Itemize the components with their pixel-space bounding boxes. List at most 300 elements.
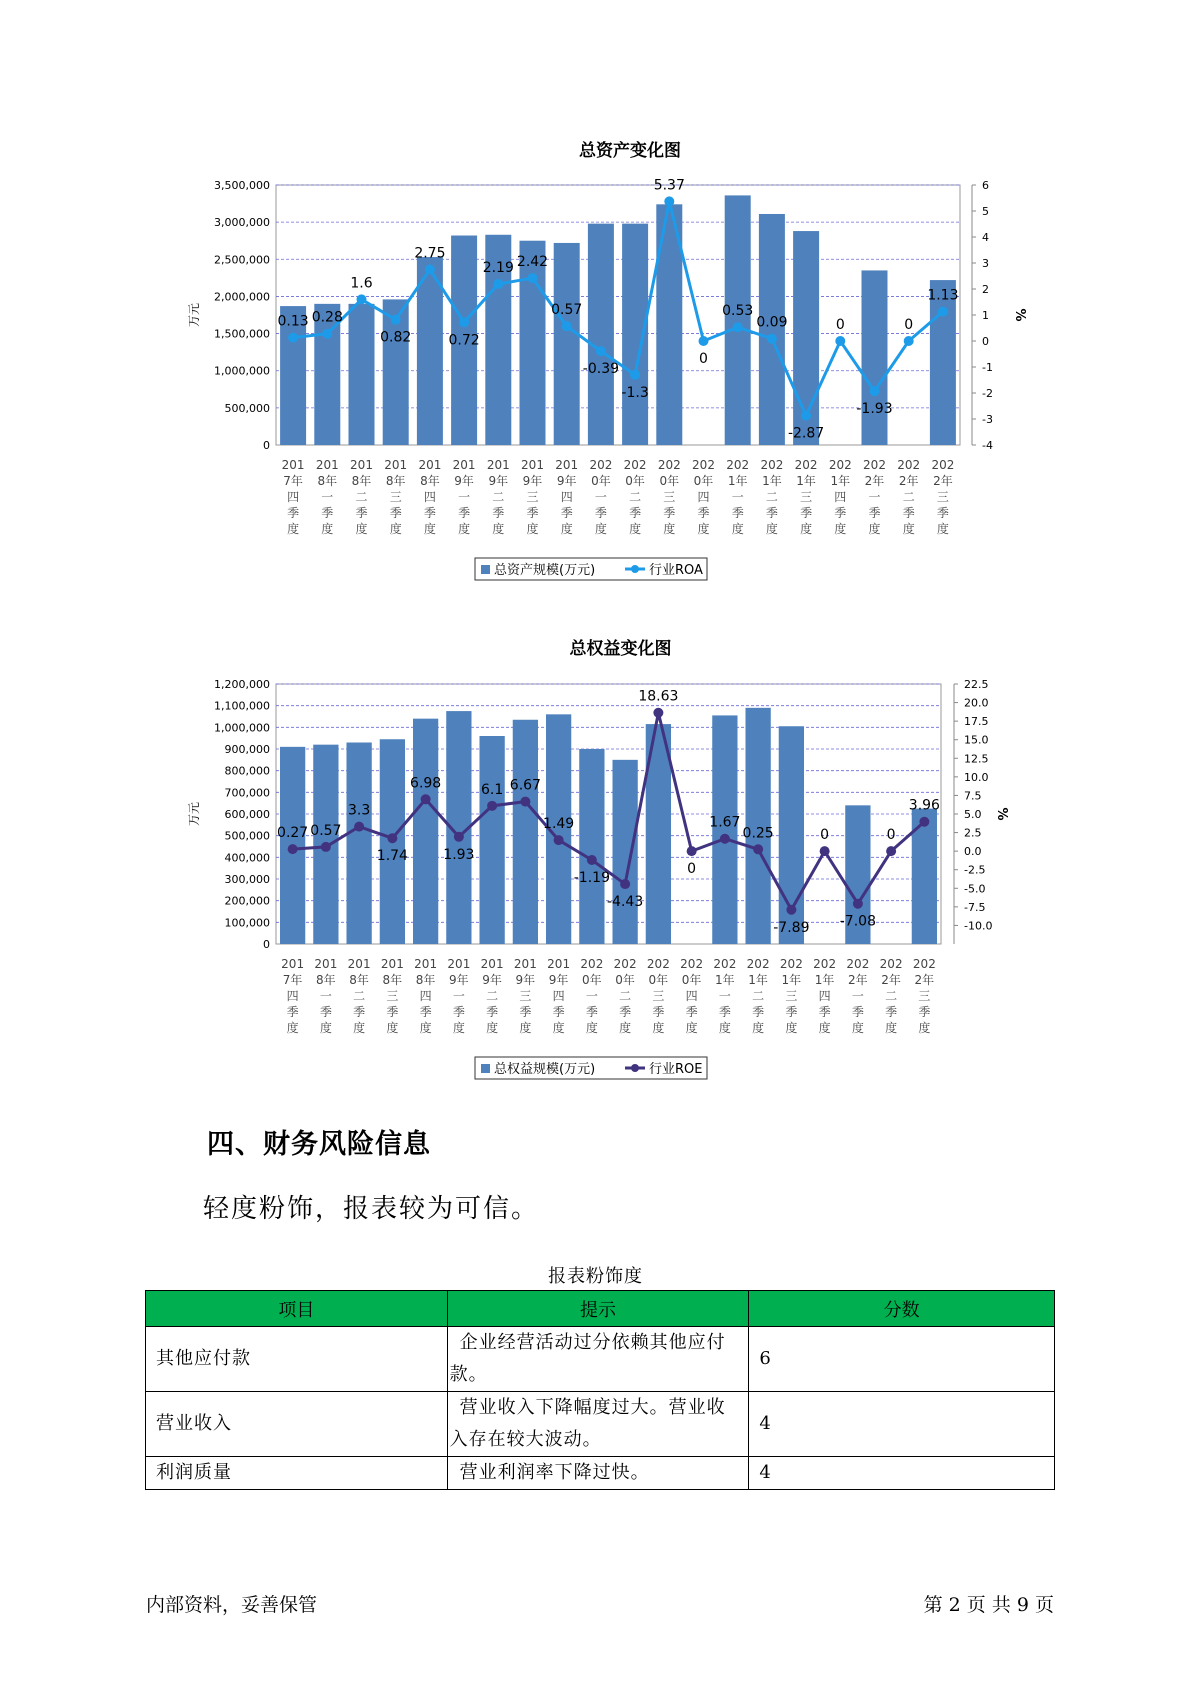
- x-tick-label: 一: [594, 490, 607, 504]
- x-tick-label: 202: [813, 957, 837, 971]
- y-tick-label: 3,500,000: [214, 179, 270, 192]
- x-tick-label: 三: [918, 989, 931, 1003]
- legend-line-marker: [631, 1064, 639, 1072]
- y-tick-label: 0: [263, 938, 270, 951]
- series-point: [886, 846, 896, 856]
- x-tick-label: 9年: [515, 973, 536, 987]
- x-tick-label: 季: [386, 1005, 399, 1019]
- x-tick-label: 一: [731, 490, 744, 504]
- data-label: -4.43: [607, 894, 644, 911]
- y2-tick-label: 10.0: [964, 770, 989, 784]
- x-tick-label: 202: [931, 458, 955, 472]
- x-tick-label: 季: [731, 506, 744, 520]
- table-caption: 报表粉饰度: [548, 1266, 643, 1287]
- x-tick-label: 度: [785, 1021, 798, 1035]
- x-tick-label: 度: [652, 1021, 665, 1035]
- x-tick-label: 三: [800, 490, 813, 504]
- row-score: 6: [749, 1327, 1055, 1392]
- table-header-row: [146, 1291, 1055, 1327]
- y-tick-label: 1,500,000: [214, 327, 270, 341]
- data-label: 1.67: [709, 814, 741, 831]
- x-tick-label: 四: [286, 989, 299, 1003]
- x-tick-label: 0年: [615, 973, 635, 987]
- x-tick-label: 二: [492, 490, 505, 504]
- x-tick-label: 度: [355, 522, 368, 536]
- data-label: 1.49: [543, 816, 575, 833]
- bar: [579, 749, 604, 944]
- y2-tick-label: 6: [982, 179, 989, 192]
- x-tick-label: 度: [594, 522, 607, 536]
- x-tick-label: 三: [519, 989, 532, 1003]
- row-item: 利润质量: [146, 1457, 448, 1490]
- series-point: [288, 844, 298, 854]
- bar: [346, 743, 371, 945]
- legend-bar-swatch: [481, 565, 490, 574]
- data-label: 0: [687, 861, 697, 878]
- row-item: 其他应付款: [146, 1327, 448, 1392]
- row-score: 4: [749, 1392, 1055, 1457]
- x-tick-label: 8年: [316, 973, 336, 987]
- header-item: 项目: [146, 1291, 448, 1327]
- x-tick-label: 季: [423, 506, 436, 520]
- series-point: [288, 333, 298, 343]
- x-tick-label: 一: [319, 989, 332, 1003]
- y2-tick-label: -2: [982, 387, 993, 400]
- data-label: 0.57: [310, 822, 342, 839]
- series-point: [733, 322, 743, 332]
- x-tick-label: 201: [314, 957, 338, 971]
- x-tick-label: 季: [552, 1005, 565, 1019]
- x-tick-label: 三: [663, 490, 676, 504]
- x-tick-label: 201: [521, 458, 544, 472]
- series-point: [664, 196, 674, 206]
- y-tick-label: 2,000,000: [214, 290, 270, 304]
- series-point: [720, 834, 730, 844]
- data-label: 3.96: [908, 797, 940, 814]
- x-tick-label: 度: [697, 522, 710, 536]
- x-tick-label: 四: [560, 490, 573, 504]
- x-tick-label: 季: [353, 1005, 366, 1019]
- x-tick-label: 四: [552, 989, 565, 1003]
- data-label: 2.42: [516, 254, 549, 271]
- x-tick-label: 季: [752, 1005, 765, 1019]
- x-tick-label: 季: [834, 506, 847, 520]
- legend-line-label: 行业ROA: [649, 563, 703, 578]
- series-point: [630, 370, 640, 380]
- series-point: [870, 386, 880, 396]
- x-tick-label: 一: [585, 989, 598, 1003]
- y2-axis-label: %: [1012, 308, 1027, 322]
- x-tick-label: 9年: [482, 973, 502, 987]
- x-tick-label: 二: [629, 490, 642, 504]
- x-tick-label: 1年: [748, 973, 768, 987]
- data-label: 1.93: [443, 846, 475, 863]
- x-tick-label: 季: [818, 1005, 831, 1019]
- x-tick-label: 季: [419, 1005, 432, 1019]
- data-label: 0: [820, 827, 830, 844]
- y2-tick-label: 1: [982, 309, 989, 322]
- x-tick-label: 202: [589, 458, 613, 472]
- x-tick-label: 9年: [449, 973, 469, 987]
- series-point: [459, 317, 469, 327]
- y2-tick-label: -4: [982, 439, 993, 452]
- row-item: 营业收入: [146, 1392, 448, 1457]
- series-point: [354, 822, 364, 832]
- series-point: [387, 833, 397, 843]
- x-tick-label: 9年: [522, 474, 543, 488]
- x-tick-label: 1年: [762, 474, 782, 488]
- data-label: -2.87: [787, 425, 825, 442]
- x-tick-label: 201: [347, 957, 371, 971]
- x-tick-label: 9年: [556, 474, 577, 488]
- y-tick-label: 500,000: [224, 401, 270, 415]
- y2-tick-label: -5.0: [964, 882, 986, 896]
- y-tick-label: 200,000: [224, 894, 270, 908]
- y-tick-label: 3,000,000: [214, 216, 270, 230]
- x-tick-label: 一: [458, 490, 471, 504]
- data-label: 0.82: [380, 329, 412, 346]
- bar: [612, 760, 637, 944]
- x-tick-label: 季: [629, 506, 642, 520]
- x-tick-label: 度: [731, 522, 744, 536]
- x-tick-label: 1年: [830, 474, 851, 488]
- x-tick-label: 一: [851, 989, 864, 1003]
- y2-tick-label: 2.5: [964, 826, 982, 840]
- x-tick-label: 度: [452, 1021, 465, 1035]
- y-tick-label: 900,000: [224, 743, 270, 756]
- x-tick-label: 季: [560, 506, 573, 520]
- x-tick-label: 二: [752, 989, 765, 1003]
- x-tick-label: 202: [657, 458, 681, 472]
- y2-tick-label: 3: [982, 257, 989, 270]
- x-tick-label: 202: [746, 957, 770, 971]
- x-tick-label: 2年: [881, 973, 901, 987]
- x-tick-label: 201: [380, 957, 404, 971]
- x-tick-label: 四: [423, 490, 436, 504]
- y2-tick-label: 15.0: [964, 733, 989, 747]
- x-tick-label: 1年: [727, 474, 748, 488]
- series-point: [528, 273, 538, 283]
- x-tick-label: 0年: [591, 474, 611, 488]
- x-tick-label: 四: [834, 490, 847, 504]
- legend-line-marker: [631, 565, 639, 573]
- x-tick-label: 1年: [814, 973, 835, 987]
- data-label: 1.13: [927, 287, 959, 304]
- x-tick-label: 度: [752, 1021, 765, 1035]
- x-tick-label: 1年: [715, 973, 735, 987]
- footer-confidential: 内部资料，妥善保管: [146, 1594, 318, 1616]
- x-tick-label: 201: [452, 458, 476, 472]
- data-label: 2.75: [414, 245, 446, 262]
- x-tick-label: 季: [851, 1005, 864, 1019]
- series-point: [801, 411, 811, 421]
- legend-bar-label: 总资产规模(万元): [494, 563, 596, 578]
- x-tick-label: 二: [355, 490, 368, 504]
- x-tick-label: 201: [547, 957, 571, 971]
- series-point: [767, 334, 777, 344]
- y-tick-label: 800,000: [224, 764, 270, 778]
- series-point: [493, 279, 503, 289]
- x-tick-label: 四: [818, 989, 831, 1003]
- x-tick-label: 度: [389, 522, 402, 536]
- x-tick-label: 二: [619, 989, 632, 1003]
- x-tick-label: 季: [321, 506, 334, 520]
- x-tick-label: 二: [486, 989, 499, 1003]
- data-label: 6.1: [480, 781, 504, 798]
- y2-tick-label: 17.5: [964, 715, 989, 729]
- x-tick-label: 度: [718, 1021, 731, 1035]
- series-point: [620, 879, 630, 889]
- x-tick-label: 四: [685, 989, 698, 1003]
- x-tick-label: 度: [492, 522, 505, 536]
- x-tick-label: 0年: [693, 474, 714, 488]
- x-tick-label: 四: [697, 490, 710, 504]
- y-tick-label: 1,000,000: [214, 364, 270, 378]
- bar: [554, 243, 580, 445]
- y2-tick-label: -2.5: [964, 863, 986, 877]
- x-tick-label: 201: [414, 957, 438, 971]
- x-tick-label: 8年: [382, 973, 403, 987]
- section-heading: 四、财务风险信息: [207, 1129, 431, 1160]
- x-tick-label: 季: [800, 506, 813, 520]
- series-point: [357, 294, 367, 304]
- x-tick-label: 度: [868, 522, 881, 536]
- x-tick-label: 202: [692, 458, 715, 472]
- data-label: 0.13: [277, 313, 309, 330]
- x-tick-label: 0年: [681, 973, 702, 987]
- x-tick-label: 1年: [781, 973, 802, 987]
- bar: [725, 195, 751, 445]
- x-tick-label: 季: [918, 1005, 931, 1019]
- risk-table: [145, 1290, 1055, 1490]
- x-tick-label: 202: [846, 957, 870, 971]
- data-label: 0.28: [311, 309, 343, 326]
- x-tick-label: 度: [286, 1021, 299, 1035]
- y-tick-label: 600,000: [224, 808, 270, 821]
- x-tick-label: 202: [680, 957, 704, 971]
- x-tick-label: 201: [384, 458, 408, 472]
- x-tick-label: 季: [319, 1005, 332, 1019]
- data-label: 0.57: [551, 302, 583, 319]
- x-tick-label: 三: [652, 989, 665, 1003]
- x-tick-label: 201: [555, 458, 579, 472]
- x-tick-label: 度: [458, 522, 471, 536]
- x-tick-label: 202: [879, 957, 903, 971]
- y2-tick-label: 12.5: [964, 752, 989, 766]
- x-tick-label: 度: [851, 1021, 864, 1035]
- data-label: 0: [699, 351, 708, 367]
- x-tick-label: 201: [315, 458, 339, 472]
- x-tick-label: 季: [486, 1005, 499, 1019]
- x-tick-label: 度: [319, 1021, 332, 1035]
- x-tick-label: 202: [863, 458, 886, 472]
- data-label: 0: [904, 317, 914, 333]
- x-tick-label: 度: [685, 1021, 698, 1035]
- x-tick-label: 季: [519, 1005, 532, 1019]
- x-tick-label: 度: [936, 522, 949, 536]
- x-tick-label: 度: [629, 522, 642, 536]
- footer-page-number: 第 2 页 共 9 页: [923, 1594, 1054, 1616]
- x-tick-label: 二: [765, 490, 778, 504]
- series-point: [699, 336, 709, 346]
- series-point: [853, 899, 863, 909]
- x-tick-label: 季: [785, 1005, 798, 1019]
- x-tick-label: 四: [287, 490, 300, 504]
- y-axis-label: 万元: [187, 801, 201, 827]
- x-tick-label: 季: [685, 1005, 698, 1019]
- y2-tick-label: -1: [982, 361, 993, 374]
- x-tick-label: 8年: [351, 474, 372, 488]
- series-point: [520, 797, 530, 807]
- x-tick-label: 度: [918, 1021, 931, 1035]
- x-tick-label: 202: [779, 957, 803, 971]
- x-tick-label: 2年: [898, 474, 919, 488]
- x-tick-label: 202: [912, 957, 936, 971]
- series-point: [421, 794, 431, 804]
- total-equity-chart: [0, 628, 1191, 1098]
- data-label: 18.63: [638, 688, 679, 705]
- data-label: -1.3: [621, 384, 649, 401]
- data-label: -7.89: [773, 919, 810, 936]
- x-tick-label: 一: [718, 989, 731, 1003]
- y-tick-label: 0: [263, 439, 270, 452]
- series-point: [820, 846, 830, 856]
- x-tick-label: 度: [552, 1021, 565, 1035]
- x-tick-label: 8年: [349, 973, 369, 987]
- x-tick-label: 9年: [548, 973, 569, 987]
- x-tick-label: 一: [321, 490, 334, 504]
- y2-tick-label: 0: [982, 335, 989, 348]
- x-tick-label: 二: [353, 989, 366, 1003]
- x-tick-label: 度: [423, 522, 436, 536]
- x-tick-label: 201: [350, 458, 373, 472]
- data-label: 0.72: [448, 332, 480, 349]
- y2-tick-label: 7.5: [964, 789, 982, 803]
- series-point: [454, 832, 464, 842]
- x-tick-label: 202: [726, 458, 750, 472]
- data-label: 3.3: [347, 802, 371, 819]
- series-point: [562, 321, 572, 331]
- series-point: [786, 905, 796, 915]
- table-row: [146, 1392, 1055, 1457]
- table-row: [146, 1327, 1055, 1392]
- series-point: [321, 842, 331, 852]
- total-equity-chart-svg: [0, 628, 1191, 1098]
- x-tick-label: 季: [936, 506, 949, 520]
- x-tick-label: 8年: [420, 474, 440, 488]
- row-hint: 企业经营活动过分依赖其他应付款。: [447, 1327, 749, 1392]
- x-tick-label: 季: [355, 506, 368, 520]
- x-tick-label: 0年: [582, 973, 602, 987]
- bar: [588, 224, 614, 445]
- x-tick-label: 季: [885, 1005, 898, 1019]
- x-tick-label: 1年: [796, 474, 816, 488]
- x-tick-label: 季: [287, 506, 300, 520]
- x-tick-label: 8年: [317, 474, 338, 488]
- data-label: 6.98: [410, 775, 442, 792]
- x-tick-label: 季: [718, 1005, 731, 1019]
- x-tick-label: 度: [419, 1021, 432, 1035]
- x-tick-label: 季: [868, 506, 881, 520]
- x-tick-label: 度: [619, 1021, 632, 1035]
- series-point: [487, 801, 497, 811]
- x-tick-label: 度: [353, 1021, 366, 1035]
- data-label: -0.39: [582, 361, 620, 378]
- x-tick-label: 四: [419, 989, 432, 1003]
- header-score: 分数: [749, 1291, 1055, 1327]
- bar: [862, 270, 888, 445]
- x-tick-label: 度: [386, 1021, 399, 1035]
- x-tick-label: 季: [765, 506, 778, 520]
- x-tick-label: 7年: [282, 973, 303, 987]
- x-tick-label: 三: [389, 490, 402, 504]
- data-label: 5.37: [653, 177, 685, 194]
- x-tick-label: 度: [765, 522, 778, 536]
- x-tick-label: 201: [281, 458, 305, 472]
- x-tick-label: 一: [868, 490, 881, 504]
- x-tick-label: 202: [713, 957, 737, 971]
- data-label: 1.74: [376, 848, 408, 865]
- series-point: [322, 329, 332, 339]
- series-point: [919, 817, 929, 827]
- x-tick-label: 度: [321, 522, 334, 536]
- data-label: 6.67: [509, 777, 541, 794]
- x-tick-label: 三: [785, 989, 798, 1003]
- y2-tick-label: 5: [982, 205, 989, 218]
- series-point: [596, 346, 606, 356]
- y-tick-label: 500,000: [224, 829, 270, 843]
- x-tick-label: 0年: [659, 474, 680, 488]
- x-tick-label: 201: [513, 957, 537, 971]
- x-tick-label: 2年: [848, 973, 868, 987]
- x-tick-label: 度: [663, 522, 676, 536]
- x-tick-label: 季: [492, 506, 505, 520]
- x-tick-label: 202: [623, 458, 647, 472]
- data-label: 0.53: [722, 303, 754, 320]
- series-point: [554, 835, 564, 845]
- x-tick-label: 季: [526, 506, 539, 520]
- y-tick-label: 1,100,000: [214, 699, 270, 713]
- bar: [479, 736, 504, 944]
- x-tick-label: 度: [519, 1021, 532, 1035]
- series-point: [653, 708, 663, 718]
- x-tick-label: 度: [585, 1021, 598, 1035]
- series-point: [904, 336, 914, 346]
- x-tick-label: 201: [281, 957, 305, 971]
- y2-tick-label: 2: [982, 283, 989, 296]
- bar: [513, 720, 538, 944]
- x-tick-label: 度: [560, 522, 573, 536]
- x-tick-label: 季: [594, 506, 607, 520]
- x-tick-label: 202: [613, 957, 637, 971]
- table-row: [146, 1457, 1055, 1490]
- y2-tick-label: -3: [982, 413, 993, 426]
- y-axis-label: 万元: [187, 302, 201, 328]
- x-tick-label: 季: [652, 1005, 665, 1019]
- row-hint: 营业收入下降幅度过大。营业收入存在较大波动。: [447, 1392, 749, 1457]
- data-label: 0: [835, 317, 845, 333]
- x-tick-label: 202: [897, 458, 921, 472]
- series-point: [835, 336, 845, 346]
- x-tick-label: 2年: [914, 973, 935, 987]
- header-hint: 提示: [447, 1291, 749, 1327]
- x-tick-label: 季: [902, 506, 915, 520]
- data-label: 1.6: [350, 275, 373, 292]
- x-tick-label: 度: [486, 1021, 499, 1035]
- x-tick-label: 0年: [648, 973, 669, 987]
- legend-line-label: 行业ROE: [649, 1062, 703, 1077]
- y-tick-label: 2,500,000: [214, 253, 270, 267]
